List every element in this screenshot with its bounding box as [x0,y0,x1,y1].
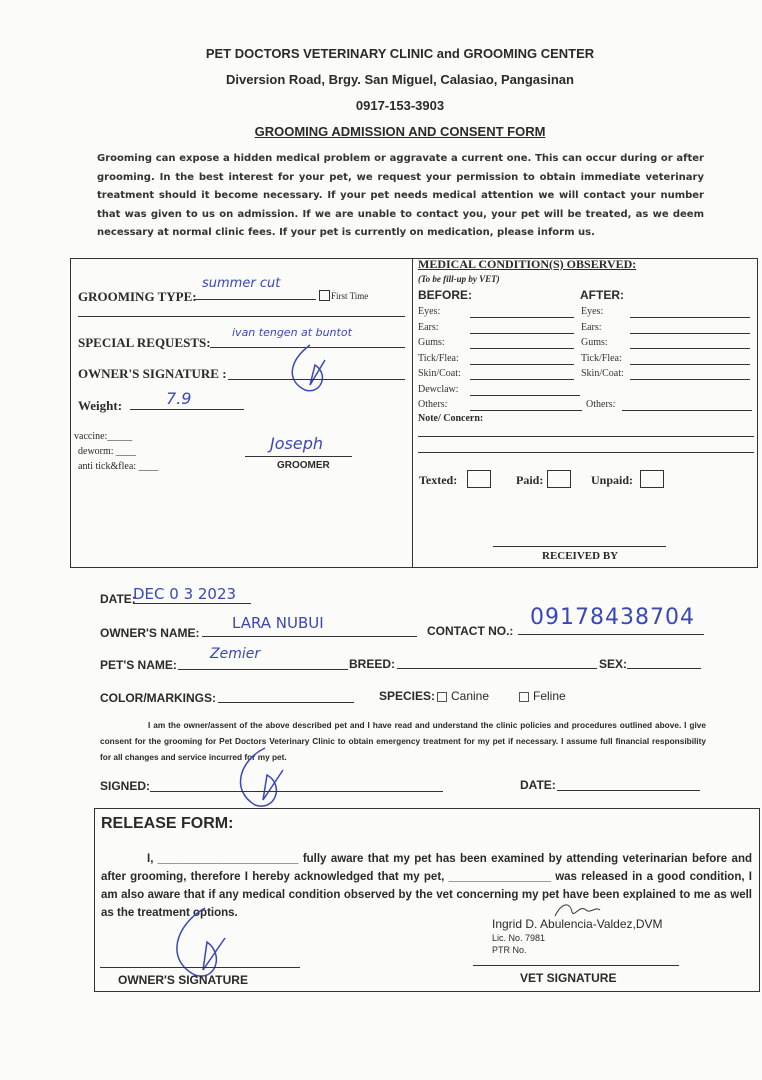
texted-checkbox[interactable] [467,470,491,488]
medical-after-line [630,317,750,318]
canine-label: Canine [451,689,490,703]
paid-label: Paid: [516,473,544,487]
feline-option[interactable] [519,689,566,703]
unpaid-checkbox[interactable] [640,470,664,488]
consent-paragraph: I am the owner/assent of the above described pet and I have read and understand the clinic policies and procedures outlined above. I give consent for the grooming for Pet Doctors Veterinary Clinic to obtain emergency treatment for my pet if necessary. I assume full financial responsibility for all changes and service incurred for my pet. [100,720,706,762]
vaccine-label: vaccine:_____ [74,431,133,442]
medical-after-line [630,379,750,380]
texted-label: Texted: [419,473,458,487]
before-label: BEFORE: [418,288,472,302]
clinic-name: PET DOCTORS VETERINARY CLINIC and GROOMING CENTER [205,46,595,61]
grooming-type-line [194,299,316,300]
signed-label: SIGNED: [100,779,151,793]
medical-before-label: Gums: [418,337,445,348]
medical-before-line [470,333,574,334]
date-label: DATE: [100,592,136,606]
deworm-label: deworm: ____ [78,446,137,457]
weight-value: 7.9 [166,389,192,408]
paid-checkbox[interactable] [547,470,571,488]
special-requests-value: ivan tengen at buntot [232,326,352,339]
pet-name-label: PET'S NAME: [100,658,177,672]
release-paragraph: I, ______________________ fully aware that my pet has been examined by attending veterinarian before and after grooming, therefore I hereby acknowledged that my pet, ________________ was released in a good condition, I am also aware that if any medical condition observed by the vet concerning my pet have been explained to me as well as the treatment options. [101,853,752,919]
owner-name-label: OWNER'S NAME: [100,626,200,640]
owner-signature-label: OWNER'S SIGNATURE : [78,366,227,381]
medical-before-line [470,379,574,380]
medical-before-line [470,410,582,411]
release-owner-signature-line [100,967,300,968]
vet-signature-label: VET SIGNATURE [520,971,617,985]
release-owner-signature-label: OWNER'S SIGNATURE [118,973,248,987]
clinic-phone: 0917-153-3903 [355,98,445,113]
signed-line [150,791,443,792]
received-by-line [493,546,666,547]
breed-line [397,668,597,669]
groomer-label: GROOMER [277,460,330,471]
medical-after-label: Others: [586,399,616,410]
first-time-checkbox[interactable] [319,290,330,301]
contact-value: 09178438704 [530,605,695,630]
weight-label: Weight: [78,398,123,413]
owner-name-line [202,636,417,637]
consent-date-label: DATE: [520,778,556,792]
groomer-line [245,456,352,457]
feline-checkbox[interactable] [519,692,529,702]
medical-after-line [630,348,750,349]
note-line-1 [418,436,754,437]
breed-label: BREED: [349,657,396,671]
consent-date-line [557,790,700,791]
medical-after-label: Skin/Coat: [581,368,624,379]
intro-paragraph: Grooming can expose a hidden medical problem or aggravate a current one. This can occur during or after grooming. In the best interest for your pet, we request your permission to obtain immediate veterinary treatment should it become necessary. If your pet needs medical attention we will contact your number that was given to us on admission. If we are unable to contact you, your pet will be treated, as we deem necessary at normal clinic fees. If your pet is currently on medication, please inform us. [97,153,704,238]
sex-label: SEX: [599,657,628,671]
grooming-line-2 [78,316,405,317]
feline-label: Feline [533,689,566,703]
medical-before-label: Eyes: [418,306,441,317]
pet-name-line [178,669,348,670]
owner-signature-scribble [280,340,340,395]
weight-line [130,409,244,410]
contact-label: CONTACT NO.: [427,624,514,638]
date-line [133,603,251,604]
grooming-type-label: GROOMING TYPE: [78,289,197,304]
owner-signature-line [228,379,405,380]
medical-before-label: Skin/Coat: [418,368,461,379]
unpaid-label: Unpaid: [591,473,634,487]
note-label: Note/ Concern: [418,413,484,424]
medical-after-line [630,333,750,334]
groomer-name: Joseph [270,434,323,453]
color-markings-label: COLOR/MARKINGS: [100,691,216,705]
form-title: GROOMING ADMISSION AND CONSENT FORM [254,124,546,139]
note-line-2 [418,452,754,453]
sex-line [627,668,701,669]
vet-name: Ingrid D. Abulencia-Valdez,DVM [492,917,663,931]
medical-before-line [470,395,580,396]
canine-checkbox[interactable] [437,692,447,702]
medical-before-line [470,348,574,349]
pet-name-value: Zemier [210,646,261,662]
medical-after-label: Gums: [581,337,608,348]
medical-before-label: Dewclaw: [418,383,459,395]
color-markings-line [218,702,354,703]
medical-after-line [630,364,750,365]
medical-before-label: Ears: [418,321,439,333]
medical-before-label: Tick/Flea: [418,352,459,364]
vet-lic-no: Lic. No. 7981 [492,933,546,943]
canine-option[interactable] [437,689,489,703]
after-label: AFTER: [580,288,624,302]
consent-signature-scribble [225,740,300,815]
medical-after-label: Ears: [581,321,602,333]
first-time-label: First Time [331,291,369,301]
medical-after-line [622,410,752,411]
medical-before-line [470,364,574,365]
received-by-label: RECEIVED BY [542,550,619,562]
medical-before-label: Others: [418,399,448,410]
medical-title: MEDICAL CONDITION(S) OBSERVED: [418,257,637,271]
vet-signature-line [473,965,679,966]
owner-name-value: LARA NUBUI [232,614,324,632]
medical-subtitle: (To be fill-up by VET) [418,274,500,284]
clinic-address: Diversion Road, Brgy. San Miguel, Calasiao, Pangasinan [226,72,574,87]
species-label: SPECIES: [379,689,436,703]
grooming-type-value: summer cut [202,276,281,291]
antitick-label: anti tick&flea: ____ [78,461,159,472]
medical-after-label: Eyes: [581,306,604,317]
box-divider [412,258,413,567]
release-form-title: RELEASE FORM: [101,815,234,832]
medical-before-line [470,317,574,318]
date-value: DEC 0 3 2023 [133,585,237,603]
contact-line [518,634,704,635]
vet-ptr-no: PTR No. [492,945,527,955]
medical-after-label: Tick/Flea: [581,352,622,364]
special-requests-label: SPECIAL REQUESTS: [78,335,211,350]
